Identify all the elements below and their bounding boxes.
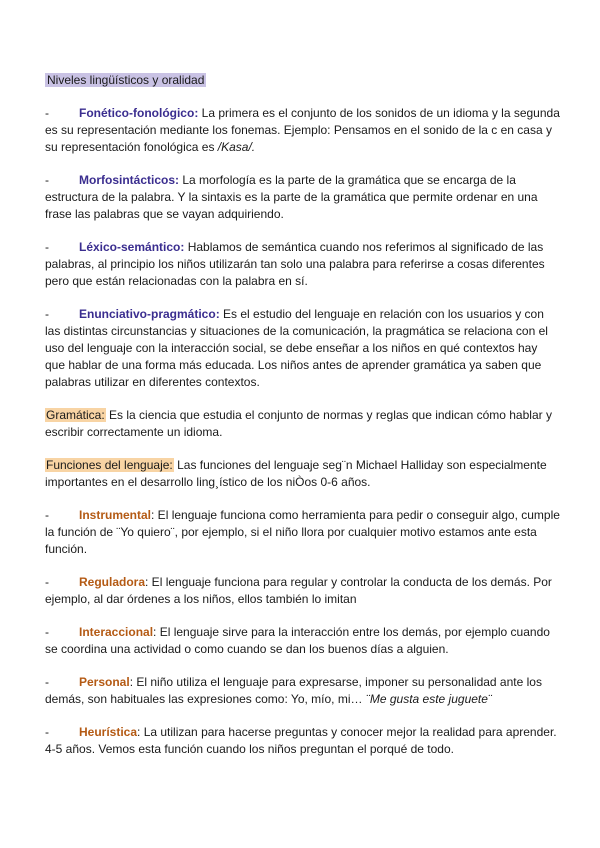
document-page: [45, 72, 560, 774]
bullet-dash: -: [45, 508, 49, 522]
grammar-term: Gramática:: [46, 408, 105, 422]
function-text: : El lenguaje funciona como herramienta para pedir o conseguir algo, cumple la función de ¨Yo quiero¨, por ejemplo, si el niño llora por cualquier motivo estamos ante esta función.: [45, 508, 560, 556]
function-term: Heurística: [79, 725, 138, 739]
bullet-dash: -: [45, 106, 49, 120]
bullet-dash: -: [45, 725, 49, 739]
document-title: [45, 72, 560, 89]
function-term: Instrumental: [79, 508, 152, 522]
function-interaccional: [45, 624, 560, 658]
level-enunciativo: [45, 306, 560, 391]
function-text: : La utilizan para hacerse preguntas y conocer mejor la realidad para aprender. 4-5 años. Vemos esta función cuando los niños preguntan el porqué de todo.: [45, 725, 557, 756]
functions-intro-text: Las funciones del lenguaje seg¨n Michael Halliday son especialmente importantes en el desarrollo ling¸ístico de los niÒos 0-6 años.: [45, 458, 547, 489]
functions-term: Funciones del lenguaje:: [46, 458, 173, 472]
function-term: Reguladora: [79, 575, 146, 589]
function-reguladora: [45, 574, 560, 608]
function-personal: [45, 674, 560, 708]
function-text: : El lenguaje sirve para la interacción entre los demás, por ejemplo cuando se coordina una actividad o como cuando se dan los buenos días a alguien.: [45, 625, 550, 656]
title-highlight: Niveles lingüísticos y oralidad: [47, 73, 205, 87]
level-lexico: [45, 239, 560, 290]
function-italic: ¨Me gusta este juguete¨: [365, 692, 492, 706]
bullet-dash: -: [45, 675, 49, 689]
level-fonetico: [45, 105, 560, 156]
function-instrumental: [45, 507, 560, 558]
level-text: La primera es el conjunto de los sonidos de un idioma y la segunda es su representación mediante los fonemas. Ejemplo: Pensamos en el sonido de la c en casa y su representación fonológica es: [45, 106, 560, 154]
functions-intro: [45, 457, 560, 491]
bullet-dash: -: [45, 240, 49, 254]
level-text: Hablamos de semántica cuando nos referimos al significado de las palabras, al principio los niños utilizarán tan solo una palabra para referirse a cosas diferentes pero que están relacionadas con la palabra en sí.: [45, 240, 545, 288]
function-text: : El niño utiliza el lenguaje para expresarse, imponer su personalidad ante los demás, son habituales las expresiones como: Yo, mío, mi…: [45, 675, 542, 706]
bullet-dash: -: [45, 625, 49, 639]
bullet-dash: -: [45, 307, 49, 321]
function-heuristica: [45, 724, 560, 758]
grammar-definition: [45, 407, 560, 441]
level-italic: /Kasa/.: [217, 140, 256, 154]
level-term: Fonético-fonológico:: [79, 106, 199, 120]
function-text: : El lenguaje funciona para regular y controlar la conducta de los demás. Por ejemplo, al dar órdenes a los niños, ellos también lo imitan: [45, 575, 552, 606]
level-term: Morfosintácticos:: [79, 173, 180, 187]
bullet-dash: -: [45, 575, 49, 589]
level-morfosintactico: [45, 172, 560, 223]
function-term: Interaccional: [79, 625, 154, 639]
function-term: Personal: [79, 675, 130, 689]
level-term: Léxico-semántico:: [79, 240, 185, 254]
bullet-dash: -: [45, 173, 49, 187]
level-text: Es el estudio del lenguaje en relación con los usuarios y con las distintas circunstancias y situaciones de la comunicación, la pragmática se relaciona con el uso del lenguaje con la interacción social, se debe enseñar a los niños en qué contextos hay que hablar de una forma más educada. Los niños antes de aprender gramática ya saben que palabras utilizar en diferentes contextos.: [45, 307, 548, 389]
level-text: La morfología es la parte de la gramática que se encarga de la estructura de la palabra. Y la sintaxis es la parte de la gramática que permite ordenar en una frase las palabras que se vayan adquiriendo.: [45, 173, 538, 221]
grammar-text: Es la ciencia que estudia el conjunto de normas y reglas que indican cómo hablar y escribir correctamente un idioma.: [45, 408, 552, 439]
level-term: Enunciativo-pragmático:: [79, 307, 220, 321]
